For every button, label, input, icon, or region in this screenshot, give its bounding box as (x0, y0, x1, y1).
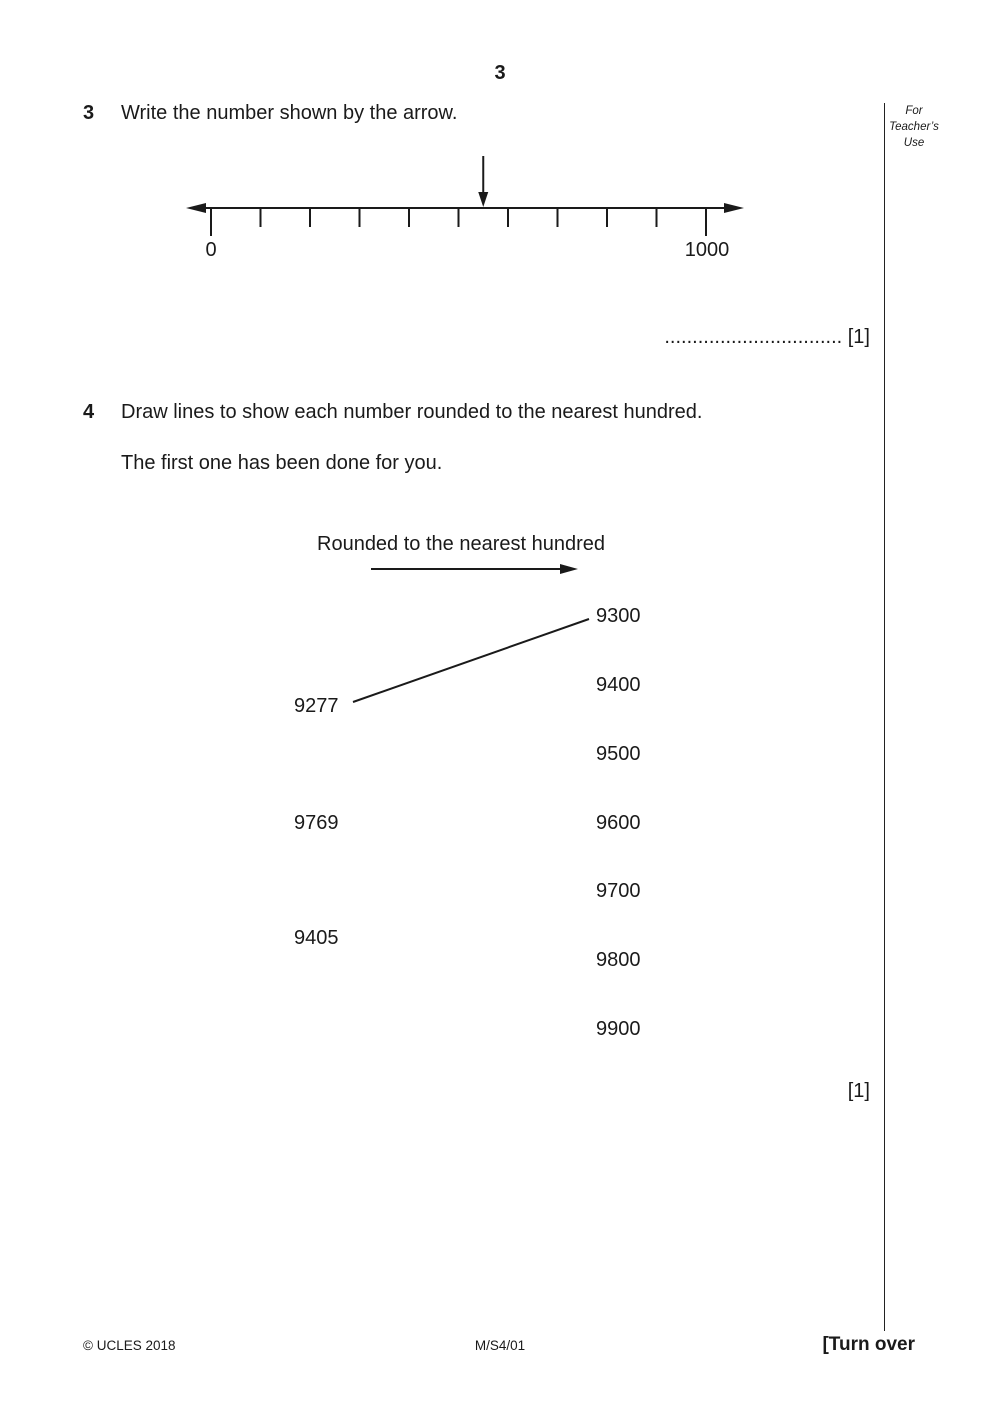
right-number-9400[interactable]: 9400 (596, 674, 641, 696)
question-3-number: 3 (83, 102, 95, 124)
left-number-9405[interactable]: 9405 (294, 927, 339, 949)
left-number-9769[interactable]: 9769 (294, 812, 339, 834)
answer-dots[interactable]: ................................ (664, 326, 843, 348)
question-4-text: Draw lines to show each number rounded to the nearest hundred. (121, 401, 703, 423)
right-number-9600[interactable]: 9600 (596, 812, 641, 834)
right-number-9900[interactable]: 9900 (596, 1018, 641, 1040)
number-line-end-label: 1000 (684, 239, 730, 261)
question-3-marks: [1] (847, 326, 870, 348)
right-number-9700[interactable]: 9700 (596, 880, 641, 902)
teacher-use-line-3: Use (903, 137, 925, 149)
question-4-marks: [1] (847, 1080, 870, 1102)
teacher-use-line-1: For (905, 105, 923, 117)
question-3-text: Write the number shown by the arrow. (121, 102, 458, 124)
right-number-9500[interactable]: 9500 (596, 743, 641, 765)
teacher-use-line-2: Teacher’s (889, 121, 939, 133)
turn-over-label: [Turn over (822, 1334, 915, 1355)
right-number-9800[interactable]: 9800 (596, 949, 641, 971)
rounding-heading: Rounded to the nearest hundred (317, 533, 605, 555)
page-number: 3 (494, 62, 506, 84)
question-4-number: 4 (83, 401, 95, 423)
right-number-9300[interactable]: 9300 (596, 605, 641, 627)
number-line-start-label: 0 (205, 239, 217, 261)
example-match-line (353, 619, 589, 702)
heading-arrow-head (560, 564, 578, 574)
footer-paper-code: M/S4/01 (474, 1338, 526, 1353)
left-number-9277[interactable]: 9277 (294, 695, 339, 717)
footer-copyright: © UCLES 2018 (83, 1338, 176, 1353)
question-4-subtext: The first one has been done for you. (121, 452, 443, 474)
